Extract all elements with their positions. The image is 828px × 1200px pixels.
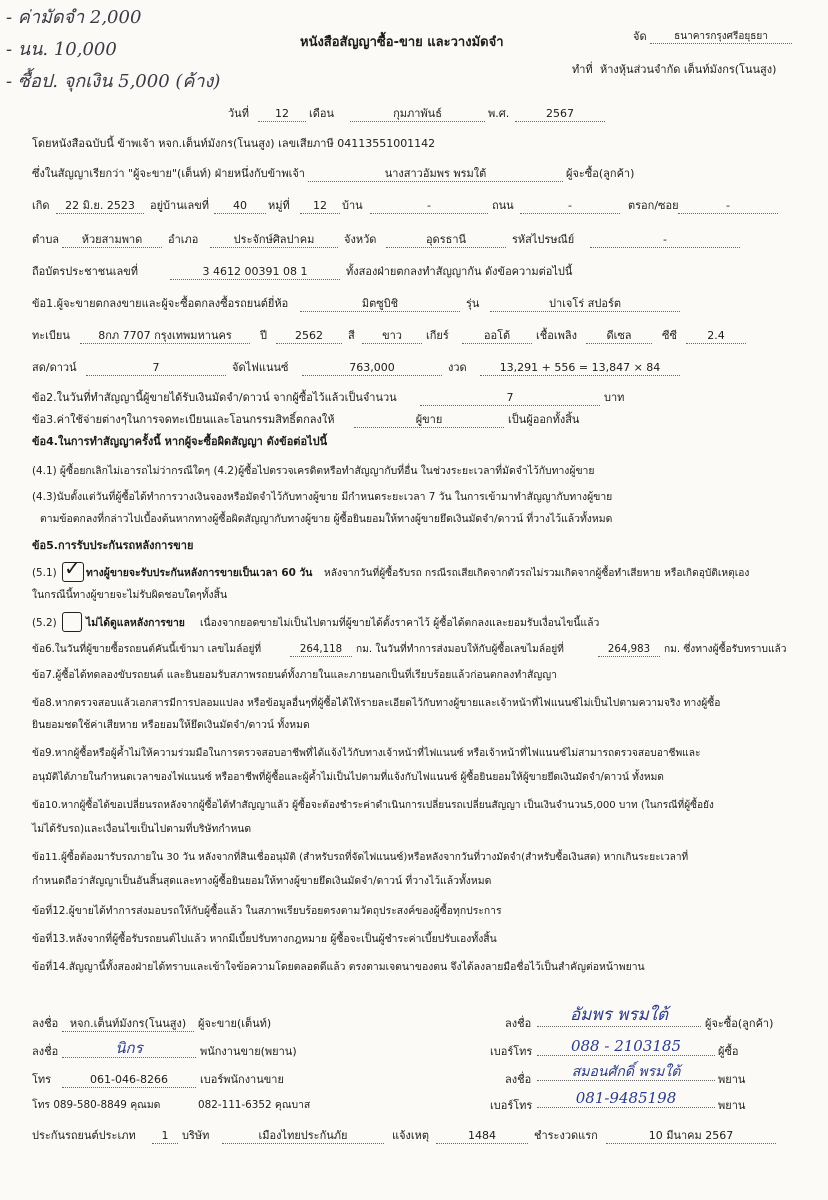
car-year-label: ปี bbox=[260, 329, 267, 342]
notify-label: แจ้งเหตุ bbox=[392, 1129, 430, 1142]
clause-2-value: 7 bbox=[420, 392, 600, 406]
clause-5-1-rest: หลังจากวันที่ผู้ซื้อรับรถ กรณีรถเสียเกิดจากตัวรถไม่รวมเกิดจากผู้ซื้อทำเสียหาย หรือเกิดอุบัติเหตุเอง bbox=[324, 568, 750, 579]
buyer-phone-label: เบอร์โทร bbox=[490, 1045, 533, 1058]
down-label: สด/ดาวน์ bbox=[32, 361, 77, 374]
mileage-out: 264,983 bbox=[598, 644, 660, 657]
staff-sign-label: ลงชื่อ bbox=[32, 1045, 59, 1058]
reg-value: 8กภ 7707 กรุงเทพมหานคร bbox=[80, 330, 250, 344]
buyer-name: นางสาวอัมพร พรมใต้ bbox=[308, 168, 563, 182]
village-label: บ้าน bbox=[342, 199, 363, 212]
clause-2-text: ข้อ2.ในวันที่ทำสัญญานี้ผู้ขายได้รับเงินมัดจำ/ดาวน์ จากผู้ซื้อไว้แล้วเป็นจำนวน bbox=[32, 391, 397, 404]
house-value: 40 bbox=[214, 200, 266, 214]
house-label: อยู่บ้านเลขที่ bbox=[150, 199, 210, 212]
month-label: เดือน bbox=[309, 107, 335, 120]
clause-4-heading: ข้อ4.ในการทำสัญญาครั้งนี้ หากผู้จะซื้อผิดสัญญา ดังข้อต่อไปนี้ bbox=[32, 435, 328, 448]
witness-sign-label: ลงชื่อ bbox=[505, 1073, 532, 1086]
clause-5-2-rest: เนื่องจากยอดขายไม่เป็นไปตามที่ผู้ขายได้ตั้งราคาไว้ ผู้ซื้อได้ตกลงและยอมรับเงื่อนไขนี้แล้ว bbox=[200, 617, 600, 629]
intro-line: โดยหนังสือฉบับนี้ ข้าพเจ้า หจก.เต็นท์มังกร(โนนสูง) เลขเสียภาษี 04113551001142 bbox=[32, 137, 436, 150]
clause-11-a: ข้อ11.ผู้ซื้อต้องมารับรถภายใน 30 วัน หลังจากที่สินเชื่ออนุมัติ (สำหรับรถที่จัดไฟแนนซ์)หรือหลังจากวันที่วางมัดจำ(สำหรับซื้อเงินสด) หากเกินระยะเวลาที่ bbox=[32, 852, 689, 863]
clause-8-b: ยินยอมชดใช้ค่าเสียหาย หรือยอมให้ยึดเงินมัดจำ/ดาวน์ ทั้งหมด bbox=[32, 719, 310, 731]
postal-label: รหัสไปรษณีย์ bbox=[512, 233, 575, 246]
province-value: อุดรธานี bbox=[386, 234, 506, 248]
handwritten-note-3: - ซื้อป. จุกเงิน 5,000 (ค้าง) bbox=[6, 71, 221, 92]
born-value: 22 มิ.ย. 2523 bbox=[56, 200, 144, 214]
year-label: พ.ศ. bbox=[488, 107, 510, 120]
clause-8-a: ข้อ8.หากตรวจสอบแล้วเอกสารมีการปลอมแปลง หรือข้อมูลอื่นๆที่ผู้ซื้อได้ให้รายละเอียดไว้กับทางผู้ขายและเจ้าหน้าที่ไฟแนนซ์ไม่เป็นไปตามความจริง ทางผู้ซื้อ bbox=[32, 697, 721, 709]
witness-phone: 081-9485198 bbox=[537, 1090, 715, 1108]
soi-label: ตรอก/ซอย bbox=[628, 199, 679, 212]
document-title: หนังสือสัญญาซื้อ-ขาย และวางมัดจำ bbox=[300, 35, 504, 50]
clause-6-b: กม. ในวันที่ทำการส่งมอบให้กับผู้ซื้อเลขไมล์อยู่ที่ bbox=[356, 644, 564, 655]
staff-role: พนักงานขาย(พยาน) bbox=[200, 1045, 297, 1058]
day-value: 12 bbox=[258, 108, 306, 122]
cc-label: ซีซี bbox=[662, 329, 677, 342]
extra-phone-1: โทร 089-580-8849 คุณมด bbox=[32, 1099, 161, 1111]
insurance-company-label: บริษัท bbox=[182, 1129, 210, 1142]
buyer-role: ผู้จะซื้อ(ลูกค้า) bbox=[705, 1017, 774, 1030]
year-value: 2567 bbox=[515, 108, 605, 122]
gear-label: เกียร์ bbox=[426, 329, 449, 342]
extra-phone-2: 082-111-6352 คุณบาส bbox=[198, 1099, 311, 1111]
village-value: - bbox=[370, 200, 488, 214]
tambon-label: ตำบล bbox=[32, 233, 60, 246]
seller-signature: หจก.เต็นท์มังกร(โนนสูง) bbox=[62, 1018, 194, 1032]
insurance-company: เมืองไทยประกันภัย bbox=[222, 1130, 384, 1144]
fuel-value: ดีเซล bbox=[586, 330, 652, 344]
clause-7: ข้อ7.ผู้ซื้อได้ทดลองขับรถยนต์ และยินยอมรับสภาพรถยนต์ทั้งภายในและภายนอกเป็นที่เรียบร้อยแล้วก่อนตกลงทำสัญญา bbox=[32, 669, 557, 681]
handwritten-note-2: - นน. 10,000 bbox=[6, 39, 117, 60]
clause-1-label: ข้อ1.ผู้จะขายตกลงขายและผู้จะซื้อตกลงซื้อรถยนต์ยี่ห้อ bbox=[32, 297, 289, 310]
road-label: ถนน bbox=[492, 199, 514, 212]
gear-value: ออโต้ bbox=[462, 330, 532, 344]
clause-5-1-num: (5.1) bbox=[32, 567, 57, 579]
witness-role: พยาน bbox=[718, 1073, 746, 1086]
clause-10-a: ข้อ10.หากผู้ซื้อได้ขอเปลี่ยนรถหลังจากผู้ซื้อได้ทำสัญญาแล้ว ผู้ซื้อจะต้องชำระค่าดำเนินการเปลี่ยนรถเปลี่ยนสัญญา เป็นเงินจำนวน5,000 บาท (ในกรณีที่ผู้ซื้อยัง bbox=[32, 800, 714, 811]
first-payment-value: 10 มีนาคม 2567 bbox=[606, 1130, 776, 1144]
reg-label: ทะเบียน bbox=[32, 329, 70, 342]
clause-5-2-bold: ไม่ได้ดูแลหลังการขาย bbox=[86, 617, 185, 629]
road-value: - bbox=[520, 200, 620, 214]
place-value: ห้างหุ้นส่วนจำกัด เต็นท์มังกร(โนนสูง) bbox=[600, 63, 777, 76]
staff-signature: นิกร bbox=[62, 1040, 196, 1058]
office-tel-label: โทร bbox=[32, 1073, 52, 1086]
color-label: สี bbox=[348, 329, 355, 342]
clause-11-b: กำหนดถือว่าสัญญาเป็นอันสิ้นสุดและทางผู้ซื้อยินยอมให้ทางผู้ขายยึดเงินมัดจำ/ดาวน์ ที่วางไว้แล้วทั้งหมด bbox=[32, 875, 492, 887]
clause-9-b: อนุมัติได้ภายในกำหนดเวลาของไฟแนนซ์ หรืออาชีพที่ผู้ซื้อและผู้ค้ำไม่เป็นไปตามที่แจ้งกับไฟแนนซ์ ผู้ซื้อยินยอมให้ผู้ขายยึดเงินมัดจำ/ดาวน์ ทั้งหมด bbox=[32, 772, 664, 783]
clause-4-3b: ตามข้อตกลงที่กล่าวไปเบื้องต้นหากทางผู้ซื้อผิดสัญญากับทางผู้ขาย ผู้ซื้อยินยอมให้ทางผู้ขายยึดเงินมัดจำ/ดาวน์ ที่วางไว้แล้วทั้งหมด bbox=[40, 513, 613, 525]
office-phone: 061-046-8266 bbox=[62, 1074, 196, 1088]
day-label: วันที่ bbox=[228, 107, 249, 120]
clause-3-suffix: เป็นผู้ออกทั้งสิ้น bbox=[508, 413, 580, 426]
clause-5-1-b: ในกรณีนี้ทางผู้ขายจะไม่รับผิดชอบใดๆทั้งสิ้น bbox=[32, 589, 228, 601]
clause-10-b: ไม่ได้รับรถ)และเงื่อนไขเป็นไปตามที่บริษัทกำหนด bbox=[32, 823, 252, 835]
id-label: ถือบัตรประชาชนเลขที่ bbox=[32, 265, 138, 278]
clause-3-value: ผู้ขาย bbox=[354, 414, 504, 428]
clause-9-a: ข้อ9.หากผู้ซื้อหรือผู้ค้ำไม่ให้ความร่วมมือในการตรวจสอบอาชีพที่ได้แจ้งไว้กับทางเจ้าหน้าที่ไฟแนนซ์ หรือเจ้าหน้าที่ไฟแนนซ์ไม่สามารถตรวจสอบอาชีพและ bbox=[32, 748, 701, 759]
clause-14: ข้อที่14.สัญญานี้ทั้งสองฝ่ายได้ทราบและเข้าใจข้อความโดยตลอดดีแล้ว ตรงตามเจตนาของตน จึงได้ลงลายมือชื่อไว้เป็นสำคัญต่อหน้าพยาน bbox=[32, 961, 645, 973]
clause-4-3a: (4.3)นับตั้งแต่วันที่ผู้ซื้อได้ทำการวางเงินจองหรือมัดจำไว้กับทางผู้ขาย มีกำหนดระยะเวลา 7 วัน ในการเข้ามาทำสัญญากับทางผู้ขาย bbox=[32, 491, 613, 503]
month-value: กุมภาพันธ์ bbox=[350, 108, 485, 122]
clause-5-heading: ข้อ5.การรับประกันรถหลังการขาย bbox=[32, 539, 194, 552]
handwritten-note-1: - ค่ามัดจำ 2,000 bbox=[6, 7, 142, 28]
tambon-value: ห้วยสามพาด bbox=[62, 234, 162, 248]
finance-amount-value: 763,000 bbox=[302, 362, 442, 376]
witness-phone-role: พยาน bbox=[718, 1099, 746, 1112]
no-warranty-checkbox[interactable] bbox=[62, 612, 82, 632]
installment-label: งวด bbox=[448, 361, 467, 374]
clause-3-text: ข้อ3.ค่าใช้จ่ายต่างๆในการจดทะเบียนและโอนกรรมสิทธิ์ตกลงให้ bbox=[32, 413, 335, 426]
province-label: จังหวัด bbox=[344, 233, 377, 246]
soi-value: - bbox=[678, 200, 778, 214]
buyer-signature: อัมพร พรมใต้ bbox=[537, 1006, 701, 1027]
clause-4-1: (4.1) ผู้ซื้อยกเลิกไม่เอารถไม่ว่ากรณีใดๆ (4.2)ผู้ซื้อไปตรวจเครดิตหรือทำสัญญากับที่อื่น ในช่วงระยะเวลาที่มัดจำไว้กับทางผู้ขาย bbox=[32, 465, 595, 477]
clause-13: ข้อที่13.หลังจากที่ผู้ซื้อรับรถยนต์ไปแล้ว หากมีเบี้ยปรับทางกฎหมาย ผู้ซื้อจะเป็นผู้ชำระค่าเบี้ยปรับเองทั้งสิ้น bbox=[32, 933, 497, 945]
down-value: 7 bbox=[86, 362, 226, 376]
seller-role: ผู้จะขาย(เต็นท์) bbox=[198, 1017, 272, 1030]
notify-value: 1484 bbox=[436, 1130, 528, 1144]
buyer-sign-label: ลงชื่อ bbox=[505, 1017, 532, 1030]
mileage-in: 264,118 bbox=[290, 644, 352, 657]
finance-amount-label: จัดไฟแนนซ์ bbox=[232, 361, 289, 374]
postal-value: - bbox=[590, 234, 740, 248]
staff-phone-label: เบอร์พนักงานขาย bbox=[200, 1073, 284, 1086]
model-value: ปาเจโร่ สปอร์ต bbox=[490, 298, 680, 312]
installment-value: 13,291 + 556 = 13,847 × 84 bbox=[480, 362, 680, 376]
fuel-label: เชื้อเพลิง bbox=[536, 329, 577, 342]
insurance-label: ประกันรถยนต์ประเภท bbox=[32, 1129, 136, 1142]
first-payment-label: ชำระงวดแรก bbox=[534, 1129, 598, 1142]
clause-6-a: ข้อ6.ในวันที่ผู้ขายซื้อรถยนต์คันนี้เข้ามา เลขไมล์อยู่ที่ bbox=[32, 644, 262, 655]
born-label: เกิด bbox=[32, 199, 50, 212]
buyer-called: ผู้จะซื้อ(ลูกค้า) bbox=[566, 167, 635, 180]
seller-sign-label: ลงชื่อ bbox=[32, 1017, 59, 1030]
clause-12: ข้อที่12.ผู้ขายได้ทำการส่งมอบรถให้กับผู้ซื้อแล้ว ในสภาพเรียบร้อยตรงตามวัตถุประสงค์ของผู้ซื้อทุกประการ bbox=[32, 905, 502, 917]
amphoe-value: ประจักษ์ศิลปาคม bbox=[210, 234, 338, 248]
amphoe-label: อำเภอ bbox=[168, 233, 199, 246]
car-year-value: 2562 bbox=[276, 330, 342, 344]
color-value: ขาว bbox=[362, 330, 422, 344]
brand-value: มิตซูบิชิ bbox=[300, 298, 460, 312]
checkmark-icon: ✓ bbox=[64, 556, 81, 580]
seller-called: ซึ่งในสัญญาเรียกว่า "ผู้จะขาย"(เต็นท์) ฝ่ายหนึ่งกับข้าพเจ้า bbox=[32, 167, 305, 180]
clause-6-c: กม. ซึ่งทางผู้ซื้อรับทราบแล้ว bbox=[664, 644, 787, 655]
moo-label: หมู่ที่ bbox=[268, 199, 290, 212]
witness-phone-label: เบอร์โทร bbox=[490, 1099, 533, 1112]
buyer-phone-role: ผู้ซื้อ bbox=[718, 1045, 739, 1058]
id-suffix: ทั้งสองฝ่ายตกลงทำสัญญากัน ดังข้อความต่อไปนี้ bbox=[346, 265, 573, 278]
clause-5-1-bold: ทางผู้ขายจะรับประกันหลังการขายเป็นเวลา 60 วัน bbox=[86, 567, 313, 579]
insurance-type: 1 bbox=[152, 1130, 178, 1144]
id-value: 3 4612 00391 08 1 bbox=[170, 266, 340, 280]
clause-5-2-num: (5.2) bbox=[32, 617, 57, 629]
cc-value: 2.4 bbox=[686, 330, 746, 344]
place-label: ทำที่ bbox=[572, 63, 593, 76]
model-label: รุ่น bbox=[466, 297, 480, 310]
witness-signature: สมอนศักดิ์ พรมใต้ bbox=[537, 1064, 715, 1081]
finance-label: จัด bbox=[633, 30, 647, 43]
moo-value: 12 bbox=[300, 200, 340, 214]
clause-2-unit: บาท bbox=[604, 391, 625, 404]
finance-bank: ธนาคารกรุงศรีอยุธยา bbox=[650, 31, 792, 44]
buyer-phone: 088 - 2103185 bbox=[537, 1038, 715, 1056]
